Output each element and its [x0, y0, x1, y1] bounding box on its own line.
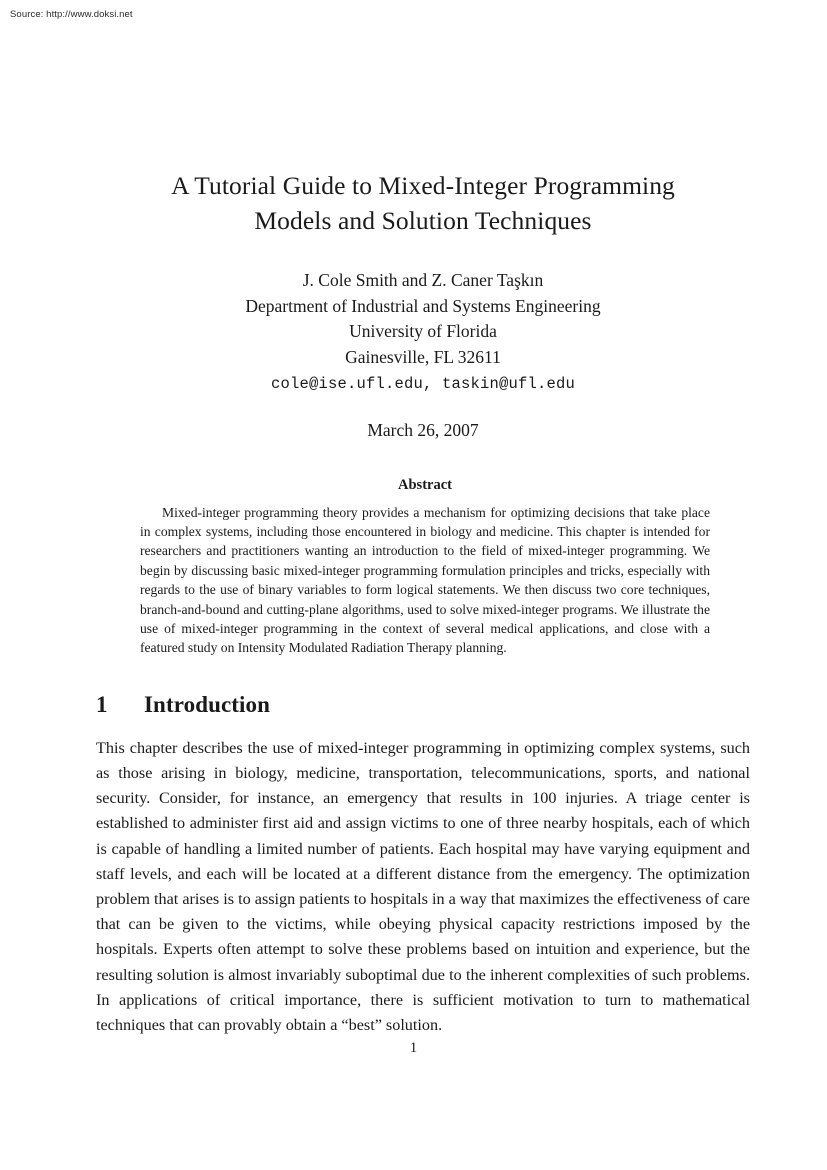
abstract-section: [96, 477, 750, 658]
author-department: Department of Industrial and Systems Engineering: [245, 295, 601, 316]
introduction-paragraph: This chapter describes the use of mixed-integer programming in optimizing complex systems, such as those arising in biology, medicine, transportation, telecommunications, sports, and national security. Consider, for instance, an emergency that results in 100 injuries. A triage center is established to administer first aid and assign victims to one of three nearby hospitals, each of which is capable of handling a limited number of patients. Each hospital may have varying equipment and staff levels, and each will be located at a different distance from the emergency. The optimization problem that arises is to assign patients to hospitals in a way that maximizes the effectiveness of care that can be given to the victims, while obeying physical capacity restrictions imposed by the hospitals. Experts often attempt to solve these problems based on intuition and experience, but the resulting solution is almost invariably suboptimal due to the inherent complexities of such problems. In applications of critical importance, there is sufficient motivation to turn to mathematical techniques that can provably obtain a “best” solution.: [96, 738, 750, 1034]
author-address: Gainesville, FL 32611: [345, 346, 501, 367]
page-number: 1: [409, 1040, 418, 1056]
source-watermark: Source: http://www.doksi.net: [10, 9, 133, 20]
author-institution: University of Florida: [349, 321, 497, 341]
document-content-column: [96, 0, 750, 1054]
publication-date: March 26, 2007: [367, 419, 479, 440]
abstract-text: Mixed-integer programming theory provides a mechanism for optimizing decisions that take place in complex systems, including those encountered in biology and medicine. This chapter is intended for researchers and practitioners wanting an introduction to the field of mixed-integer programming. We begin by discussing basic mixed-integer programming formulation principles and tricks, especially with regards to the use of binary variables to form logical statements. We then discuss two core techniques, branch-and-bound and cutting-plane algorithms, used to solve mixed-integer programs. We illustrate the use of mixed-integer programming in the context of several medical applications, and close with a featured study on Intensity Modulated Radiation Therapy planning.: [140, 504, 710, 656]
author-block: [96, 268, 750, 398]
page-title: [96, 0, 750, 238]
title-line-2: Models and Solution Techniques: [254, 206, 592, 235]
section-heading-introduction: [96, 692, 750, 718]
title-line-1: A Tutorial Guide to Mixed-Integer Programming: [171, 171, 675, 200]
author-names: J. Cole Smith and Z. Caner Taşkın: [302, 270, 544, 290]
section-title: Introduction: [144, 691, 271, 717]
author-emails: cole@ise.ufl.edu, taskin@ufl.edu: [270, 375, 576, 393]
section-number: 1: [96, 691, 108, 717]
abstract-heading: Abstract: [398, 476, 452, 493]
